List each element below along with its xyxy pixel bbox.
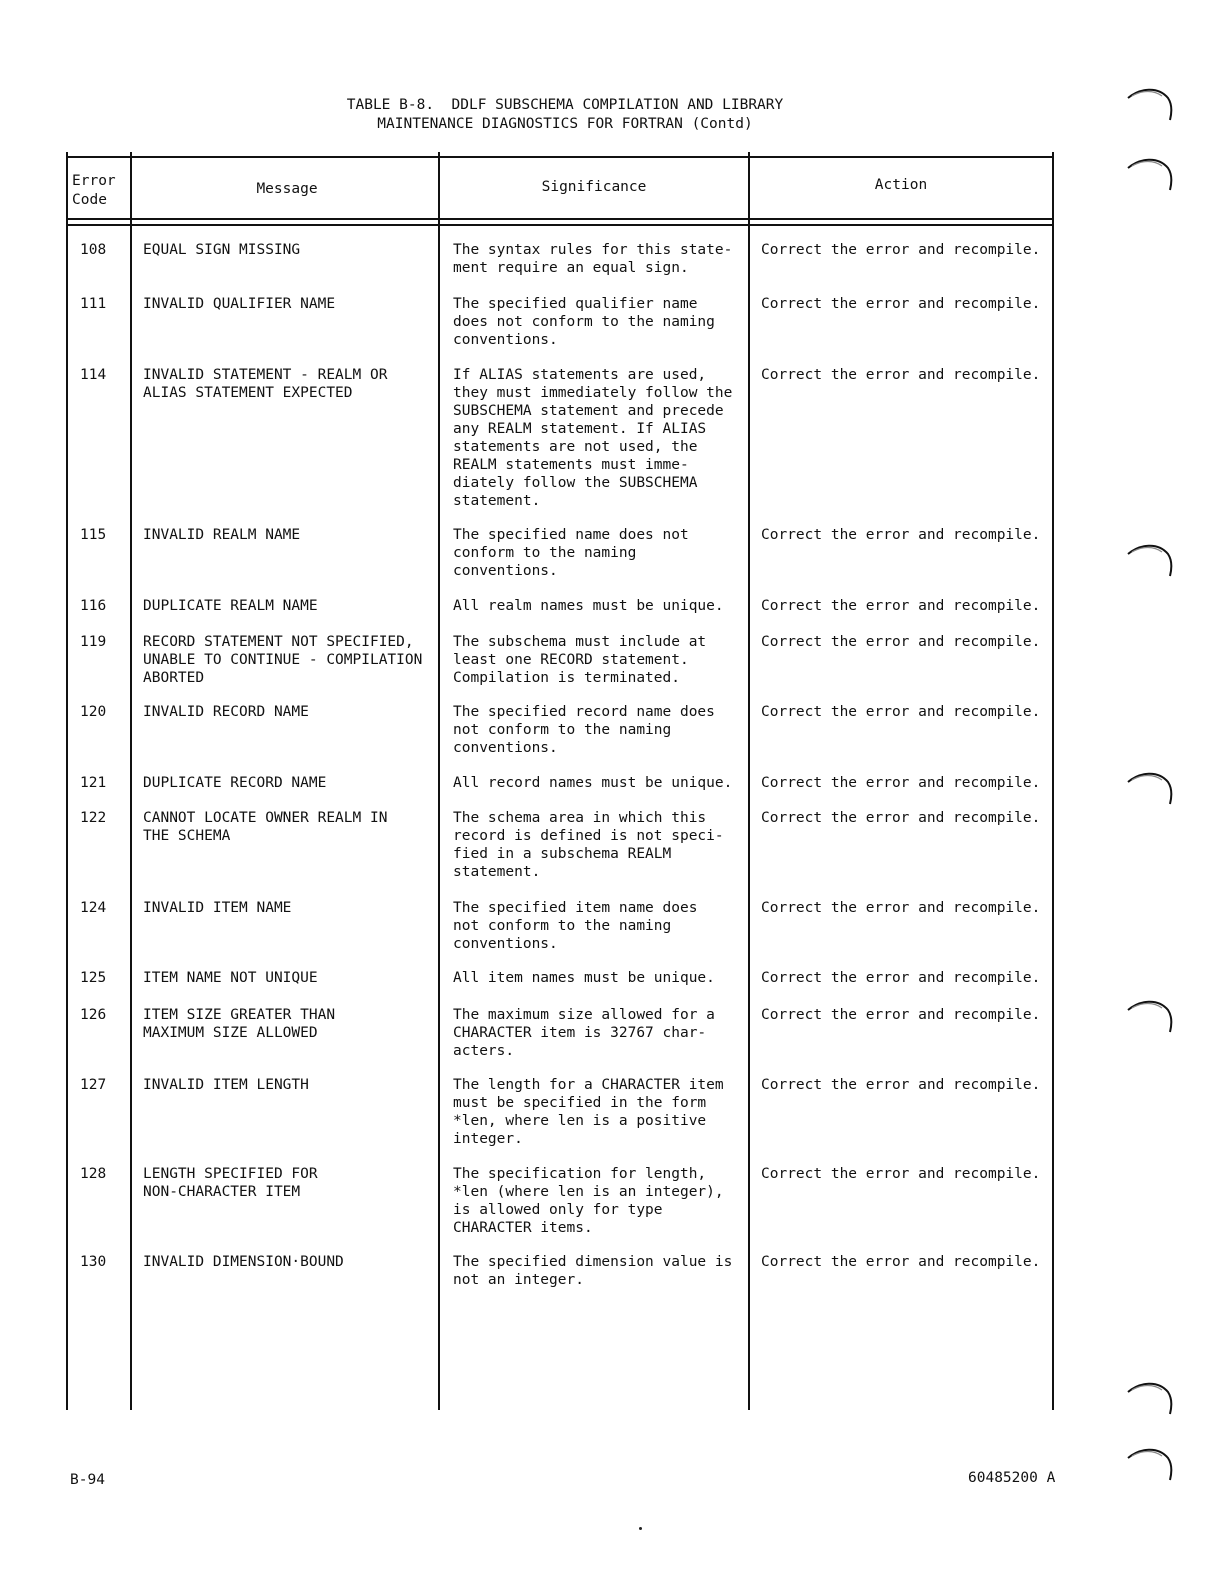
message-cell: ITEM NAME NOT UNIQUE bbox=[143, 970, 318, 986]
significance-cell: All item names must be unique. bbox=[453, 970, 715, 986]
error-code-cell: 119 bbox=[80, 634, 107, 650]
error-code-cell: 108 bbox=[80, 242, 107, 258]
message-cell: INVALID QUALIFIER NAME bbox=[143, 296, 336, 312]
punch-mark-icon bbox=[1126, 154, 1174, 194]
error-code-cell: 120 bbox=[80, 704, 107, 720]
message-cell: INVALID ITEM NAME bbox=[143, 900, 292, 916]
message-cell: DUPLICATE REALM NAME bbox=[143, 598, 318, 614]
table-title-line2: MAINTENANCE DIAGNOSTICS FOR FORTRAN (Contd) bbox=[377, 116, 753, 132]
significance-cell: The specified record name does not conform to the naming conventions. bbox=[453, 704, 715, 756]
error-code-cell: 124 bbox=[80, 900, 107, 916]
significance-cell: All record names must be unique. bbox=[453, 775, 733, 791]
action-cell: Correct the error and recompile. bbox=[761, 296, 1041, 312]
message-cell: DUPLICATE RECORD NAME bbox=[143, 775, 327, 791]
header-message: Message bbox=[256, 181, 318, 197]
action-cell: Correct the error and recompile. bbox=[761, 367, 1041, 383]
message-cell: LENGTH SPECIFIED FOR NON-CHARACTER ITEM bbox=[143, 1166, 318, 1200]
action-cell: Correct the error and recompile. bbox=[761, 1254, 1041, 1270]
header-error-code-line2: Code bbox=[72, 192, 107, 208]
action-cell: Correct the error and recompile. bbox=[761, 1166, 1041, 1182]
significance-cell: The specified item name does not conform to the naming conventions. bbox=[453, 900, 698, 952]
action-cell: Correct the error and recompile. bbox=[761, 527, 1041, 543]
action-cell: Correct the error and recompile. bbox=[761, 1007, 1041, 1023]
error-code-cell: 115 bbox=[80, 527, 107, 543]
message-cell: RECORD STATEMENT NOT SPECIFIED, UNABLE TO CONTINUE - COMPILATION ABORTED bbox=[143, 634, 423, 686]
message-cell: INVALID DIMENSION·BOUND bbox=[143, 1254, 344, 1270]
significance-cell: The schema area in which this record is defined is not speci- fied in a subschema REALM statement. bbox=[453, 810, 724, 880]
punch-mark-icon bbox=[1126, 1444, 1174, 1484]
error-code-cell: 127 bbox=[80, 1077, 107, 1093]
column-divider bbox=[130, 152, 132, 1410]
header-significance: Significance bbox=[541, 179, 647, 195]
scan-dot bbox=[639, 1527, 642, 1530]
error-code-cell: 111 bbox=[80, 296, 107, 312]
significance-cell: The syntax rules for this state- ment require an equal sign. bbox=[453, 242, 733, 276]
table-title-line1: TABLE B-8. DDLF SUBSCHEMA COMPILATION AND LIBRARY bbox=[346, 97, 784, 113]
error-code-cell: 128 bbox=[80, 1166, 107, 1182]
error-code-cell: 114 bbox=[80, 367, 107, 383]
message-cell: INVALID ITEM LENGTH bbox=[143, 1077, 309, 1093]
header-error-code-line1: Error bbox=[72, 173, 116, 189]
punch-mark-icon bbox=[1126, 768, 1174, 808]
message-cell: ITEM SIZE GREATER THAN MAXIMUM SIZE ALLOWED bbox=[143, 1007, 336, 1041]
significance-cell: The length for a CHARACTER item must be specified in the form *len, where len is a positive integer. bbox=[453, 1077, 724, 1147]
message-cell: INVALID RECORD NAME bbox=[143, 704, 309, 720]
message-cell: EQUAL SIGN MISSING bbox=[143, 242, 301, 258]
significance-cell: If ALIAS statements are used, they must immediately follow the SUBSCHEMA statement and precede any REALM statement. If ALIAS statements are not used, the REALM statements must imme- diately follow the SUBSCHEMA statement. bbox=[453, 367, 733, 509]
header-error-code bbox=[72, 172, 116, 210]
error-code-cell: 130 bbox=[80, 1254, 107, 1270]
action-cell: Correct the error and recompile. bbox=[761, 704, 1041, 720]
punch-mark-icon bbox=[1126, 540, 1174, 580]
punch-mark-icon bbox=[1126, 996, 1174, 1036]
header-action: Action bbox=[874, 177, 928, 193]
error-code-cell: 125 bbox=[80, 970, 107, 986]
message-cell: INVALID REALM NAME bbox=[143, 527, 301, 543]
significance-cell: The maximum size allowed for a CHARACTER item is 32767 char- acters. bbox=[453, 1007, 715, 1059]
significance-cell: The specified name does not conform to the naming conventions. bbox=[453, 527, 689, 579]
message-cell: CANNOT LOCATE OWNER REALM IN THE SCHEMA bbox=[143, 810, 388, 844]
action-cell: Correct the error and recompile. bbox=[761, 775, 1041, 791]
table-title bbox=[0, 96, 1130, 134]
significance-cell: The subschema must include at least one RECORD statement. Compilation is terminated. bbox=[453, 634, 707, 686]
action-cell: Correct the error and recompile. bbox=[761, 1077, 1041, 1093]
action-cell: Correct the error and recompile. bbox=[761, 634, 1041, 650]
action-cell: Correct the error and recompile. bbox=[761, 810, 1041, 826]
column-divider bbox=[66, 152, 68, 1410]
message-cell: INVALID STATEMENT - REALM OR ALIAS STATEMENT EXPECTED bbox=[143, 367, 388, 401]
significance-cell: The specified qualifier name does not conform to the naming conventions. bbox=[453, 296, 715, 348]
error-code-cell: 121 bbox=[80, 775, 107, 791]
error-code-cell: 116 bbox=[80, 598, 107, 614]
action-cell: Correct the error and recompile. bbox=[761, 242, 1041, 258]
error-code-cell: 122 bbox=[80, 810, 107, 826]
document-number: 60485200 A bbox=[968, 1470, 1056, 1486]
significance-cell: The specification for length, *len (where len is an integer), is allowed only for type CHARACTER items. bbox=[453, 1166, 724, 1236]
action-cell: Correct the error and recompile. bbox=[761, 900, 1041, 916]
punch-mark-icon bbox=[1126, 84, 1174, 124]
significance-cell: The specified dimension value is not an integer. bbox=[453, 1254, 733, 1288]
significance-cell: All realm names must be unique. bbox=[453, 598, 724, 614]
action-cell: Correct the error and recompile. bbox=[761, 598, 1041, 614]
action-cell: Correct the error and recompile. bbox=[761, 970, 1041, 986]
header-rule bbox=[66, 218, 1054, 220]
table-top-rule bbox=[66, 156, 1054, 158]
error-code-cell: 126 bbox=[80, 1007, 107, 1023]
header-rule bbox=[66, 224, 1054, 226]
punch-mark-icon bbox=[1126, 1378, 1174, 1418]
page-number: B-94 bbox=[70, 1472, 105, 1488]
